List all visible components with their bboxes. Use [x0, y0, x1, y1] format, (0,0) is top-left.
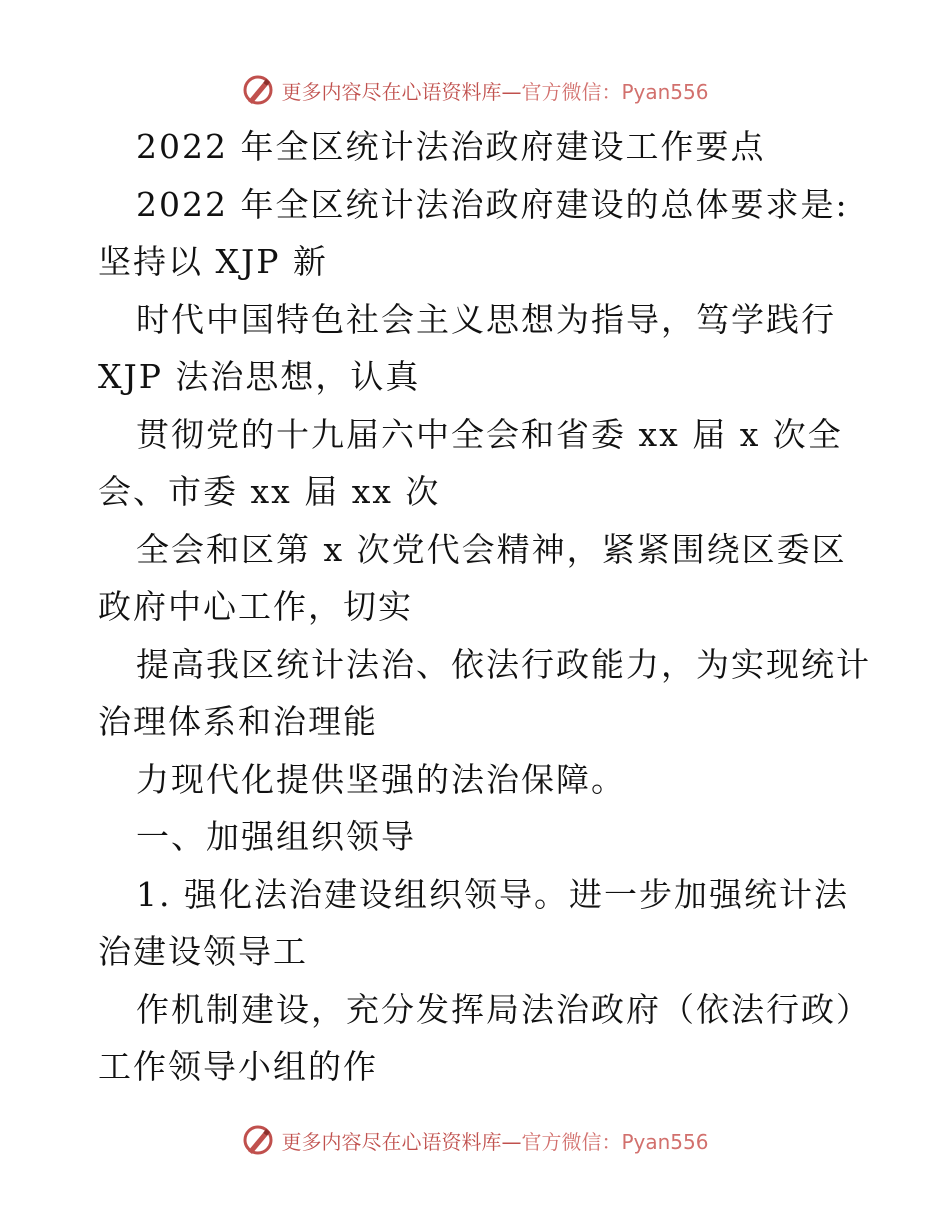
header-watermark — [0, 70, 950, 110]
document-title: 2022 年全区统计法治政府建设工作要点 — [136, 127, 766, 166]
paragraph-line: 提高我区统计法治、依法行政能力，为实现统计 — [136, 644, 871, 684]
paragraph-line: 政府中心工作，切实 — [98, 587, 413, 626]
paragraph-line: 工作领导小组的作 — [98, 1047, 378, 1086]
watermark-text: 更多内容尽在心语资料库—官方微信：Pyan556 — [281, 1129, 709, 1154]
paragraph-line: 会、市委 xx 届 xx 次 — [98, 472, 441, 511]
paragraph-line: 时代中国特色社会主义思想为指导，笃学践行 — [136, 299, 836, 339]
paragraph-line: 2022 年全区统计法治政府建设的总体要求是: — [136, 184, 849, 224]
paragraph-line: 贯彻党的十九届六中全会和省委 xx 届 x 次全 — [136, 414, 843, 454]
paragraph-line: 力现代化提供坚强的法治保障。 — [136, 759, 626, 799]
paragraph-line: 坚持以 XJP 新 — [98, 242, 328, 281]
pen-logo-icon — [241, 1123, 275, 1157]
watermark-text: 更多内容尽在心语资料库—官方微信：Pyan556 — [281, 79, 709, 104]
footer-watermark — [0, 1120, 950, 1160]
document-body — [98, 118, 888, 1096]
paragraph-line: XJP 法治思想，认真 — [98, 357, 421, 396]
paragraph-line: 作机制建设，充分发挥局法治政府（依法行政） — [136, 989, 871, 1029]
paragraph-line: 全会和区第 x 次党代会精神，紧紧围绕区委区 — [136, 529, 847, 569]
pen-logo-icon — [241, 73, 275, 107]
paragraph-line: 治建设领导工 — [98, 932, 308, 971]
section-heading: 一、加强组织领导 — [136, 817, 416, 856]
paragraph-line: 1. 强化法治建设组织领导。进一步加强统计法 — [136, 874, 849, 914]
paragraph-line: 治理体系和治理能 — [98, 702, 378, 741]
